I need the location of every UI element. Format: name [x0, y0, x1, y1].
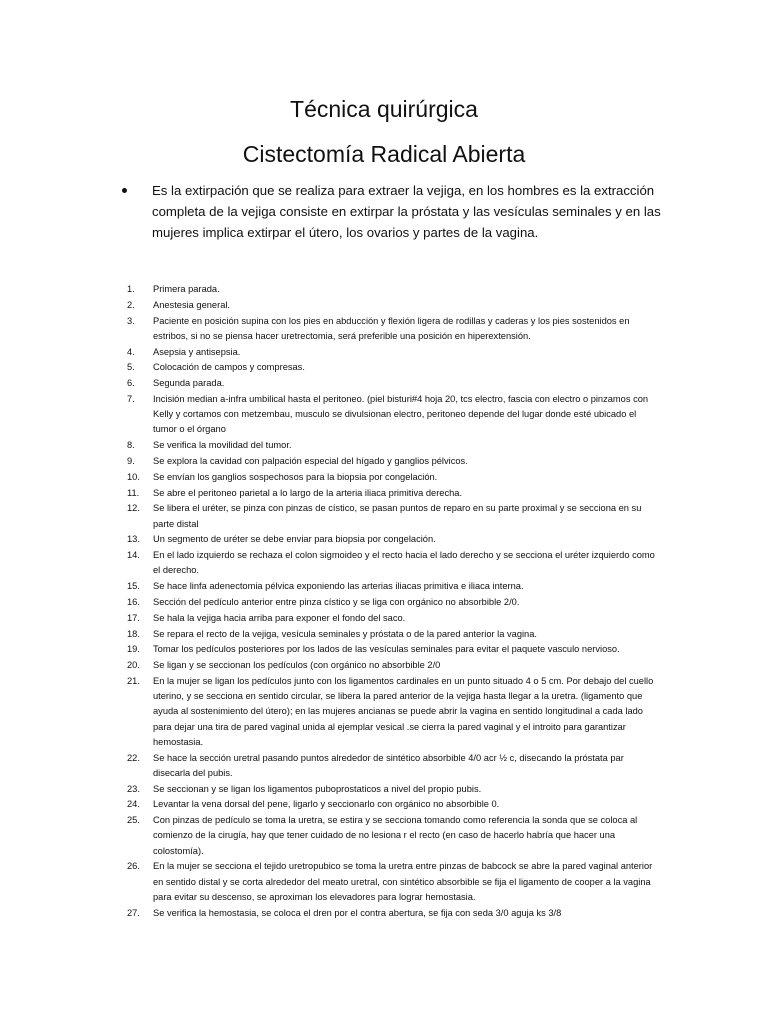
- list-item: [127, 486, 662, 501]
- list-item: [127, 797, 662, 812]
- step-text: Asepsia y antisepsia.: [153, 346, 241, 357]
- step-text: Se seccionan y se ligan los ligamentos puboprostaticos a nivel del propio pubis.: [153, 783, 482, 794]
- list-item: [127, 642, 662, 657]
- list-item: [127, 360, 662, 375]
- step-text: En la mujer se secciona el tejido uretropubico se toma la uretra entre pinzas de babcock se abre la pared vaginal anterior en sentido distal y se corta alrededor del meato uretral, con sintético absorbible se fija el ligamento de cooper a la vagina para evitar su descenso, se aproximan los elevadores para lograr hemostasia.: [153, 861, 653, 902]
- step-text: En la mujer se ligan los pedículos junto con los ligamentos cardinales en un punto situado 4 o 5 cm. Por debajo del cuello uterino, y se secciona en sentido circular, se libera la pared anterior de la vejiga hasta llegar a la uretra. (ligamento que ayuda al sostenimiento del útero); en las mujeres ancianas se puede abrir la vagina en sentido longitudinal a cada lado para dejar una tira de pared vaginal unida al ejemplar vesical .se cierra la pared vaginal y el introito para garantizar hemostasia.: [153, 675, 654, 747]
- step-text: Se verifica la hemostasia, se coloca el dren por el contra abertura, se fija con seda 3/0 aguja ks 3/8: [153, 907, 562, 918]
- list-item: [127, 438, 662, 453]
- step-text: Se hace linfa adenectomia pélvica exponiendo las arterias iliacas primitiva e iliaca interna.: [153, 581, 524, 592]
- step-number: 21.: [127, 675, 140, 686]
- step-text: En el lado izquierdo se rechaza el colon sigmoideo y el recto hacia el lado derecho y se secciona el uréter izquierdo como el derecho.: [153, 550, 655, 576]
- list-item: [127, 392, 662, 438]
- step-number: 1.: [127, 284, 135, 294]
- step-number: 27.: [127, 907, 140, 918]
- step-number: 5.: [127, 362, 135, 373]
- list-item: [127, 627, 662, 642]
- intro-paragraph: Es la extirpación que se realiza para extraer la vejiga, en los hombres es la extracción completa de la vejiga consiste en extirpar la próstata y las vesículas seminales y en las mujeres implica extirpar el útero, los ovarios y partes de la vagina.: [152, 183, 661, 240]
- list-item: [127, 859, 662, 905]
- step-text: Se repara el recto de la vejiga, vesícula seminales y próstata o de la pared anterior la vagina.: [153, 628, 537, 639]
- step-number: 18.: [127, 628, 140, 639]
- document-subtitle: Cistectomía Radical Abierta: [242, 141, 526, 167]
- step-number: 2.: [127, 299, 135, 310]
- step-text: Se hace la sección uretral pasando puntos alrededor de sintético absorbible 4/0 acr ½ c, disecando la próstata par disecarla del pubis.: [153, 752, 624, 778]
- step-text: Tomar los pedículos posteriores por los lados de las vesículas seminales para evitar el paquete vasculo nervioso.: [153, 644, 620, 655]
- step-text: Colocación de campos y compresas.: [153, 362, 305, 373]
- step-text: Un segmento de uréter se debe enviar para biopsia por congelación.: [153, 534, 436, 545]
- step-text: Se libera el uréter, se pinza con pinzas de cístico, se pasan puntos de reparo en su parte proximal y se secciona en su parte distal: [153, 503, 642, 529]
- list-item: [127, 298, 662, 313]
- list-item: [127, 674, 662, 750]
- step-text: Se ligan y se seccionan los pedículos (con orgánico no absorbible 2/0: [153, 660, 441, 671]
- step-text: Segunda parada.: [153, 378, 225, 389]
- list-item: [127, 532, 662, 547]
- list-item: [127, 813, 662, 859]
- step-number: 25.: [127, 815, 140, 826]
- procedure-steps-list: [127, 282, 662, 921]
- list-item: [127, 454, 662, 469]
- step-number: 9.: [127, 455, 135, 466]
- step-number: 26.: [127, 861, 140, 872]
- list-item: [127, 314, 662, 344]
- step-number: 22.: [127, 752, 140, 763]
- list-item: [127, 658, 662, 673]
- step-number: 17.: [127, 612, 140, 623]
- list-item: [127, 548, 662, 578]
- step-text: Se envían los ganglios sospechosos para la biopsia por congelación.: [153, 471, 438, 482]
- step-number: 12.: [127, 503, 140, 514]
- list-item: [127, 501, 662, 531]
- step-number: 7.: [127, 393, 135, 404]
- step-text: Se hala la vejiga hacia arriba para exponer el fondo del saco.: [153, 612, 406, 623]
- step-text: Se abre el peritoneo parietal a lo largo de la arteria iliaca primitiva derecha.: [153, 487, 463, 498]
- step-number: 6.: [127, 378, 135, 389]
- list-item: [127, 579, 662, 594]
- step-number: 3.: [127, 315, 135, 326]
- list-item: [127, 906, 662, 921]
- step-text: Sección del pedículo anterior entre pinza cístico y se liga con orgánico no absorbible 2/0.: [153, 596, 520, 607]
- step-number: 11.: [127, 487, 140, 498]
- bullet-dot-icon: [122, 188, 127, 193]
- step-number: 16.: [127, 596, 140, 607]
- list-item: [127, 345, 662, 360]
- list-item: [127, 595, 662, 610]
- list-item: [127, 611, 662, 626]
- step-number: 13.: [127, 534, 140, 545]
- step-number: 14.: [127, 550, 140, 561]
- step-number: 20.: [127, 660, 140, 671]
- list-item: [127, 376, 662, 391]
- step-text: Primera parada.: [153, 284, 220, 294]
- step-text: Incisión median a-infra umbilical hasta el peritoneo. (piel bisturi#4 hoja 20, tcs electro, fascia con electro o pinzamos con Kelly y cortamos con metzembau, musculo se divulsionan electro, peritoneo depende del lugar donde esté ubicado el tumor o el órgano: [153, 393, 649, 435]
- step-number: 23.: [127, 783, 140, 794]
- step-text: Paciente en posición supina con los pies en abducción y flexión ligera de rodillas y caderas y los pies sostenidos en estribos, si no se piensa hacer uretrectomia, será preferible una posición en hiperextensión.: [153, 315, 630, 341]
- list-item: [127, 782, 662, 797]
- step-number: 19.: [127, 644, 140, 655]
- step-text: Se verifica la movilidad del tumor.: [153, 440, 292, 451]
- step-number: 15.: [127, 581, 140, 592]
- document-title: Técnica quirúrgica: [290, 96, 478, 122]
- intro-bullet: [126, 180, 671, 243]
- list-item: [127, 282, 662, 297]
- step-text: Levantar la vena dorsal del pene, ligarlo y seccionarlo con orgánico no absorbible 0.: [153, 799, 500, 810]
- step-text: Con pinzas de pedículo se toma la uretra, se estira y se secciona tomando como referencia la sonda que se coloca al comienzo de la cirugía, hay que tener cuidado de no lesiona r el recto (en caso de hacerlo habría que hacer una colostomía).: [153, 815, 638, 856]
- list-item: [127, 751, 662, 781]
- step-number: 24.: [127, 799, 140, 810]
- step-text: Se explora la cavidad con palpación especial del hígado y ganglios pélvicos.: [153, 455, 468, 466]
- step-number: 4.: [127, 346, 135, 357]
- list-item: [127, 470, 662, 485]
- step-number: 8.: [127, 440, 135, 451]
- step-number: 10.: [127, 471, 140, 482]
- step-text: Anestesia general.: [153, 299, 231, 310]
